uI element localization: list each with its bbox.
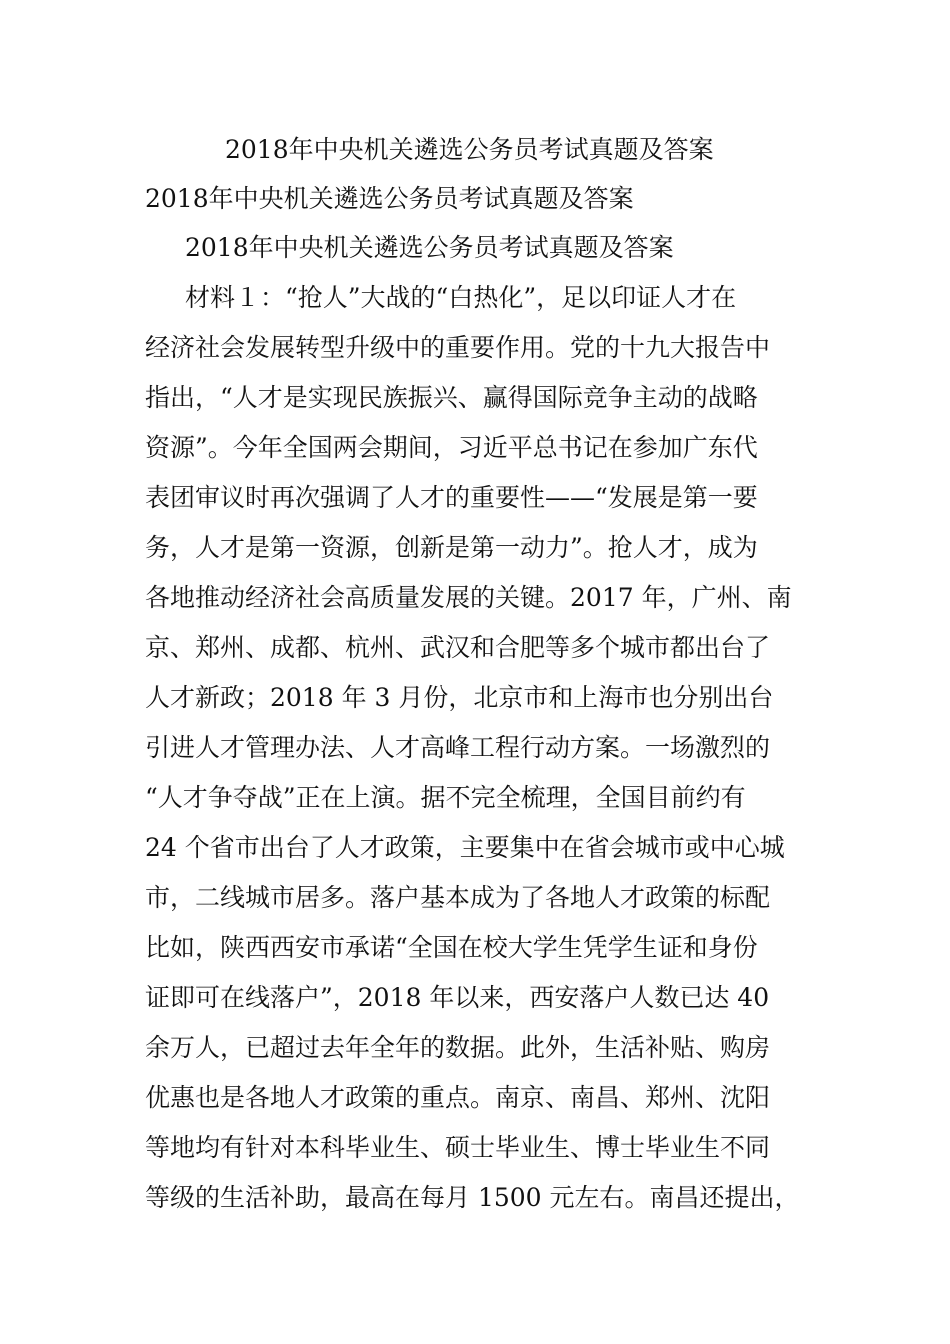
body-line: 等级的生活补助，最高在每月 1500 元左右。南昌还提出， — [145, 1183, 800, 1212]
body-line: 24 个省市出台了人才政策，主要集中在省会城市或中心城 — [145, 833, 785, 862]
body-line: 人才新政；2018 年 3 月份，北京市和上海市也分别出台 — [145, 683, 774, 712]
body-line: 表团审议时再次强调了人才的重要性——“发展是第一要 — [145, 483, 758, 512]
body-line: 优惠也是各地人才政策的重点。南京、南昌、郑州、沈阳 — [145, 1083, 771, 1112]
body-line: 证即可在线落户”，2018 年以来，西安落户人数已达 40 — [145, 983, 770, 1012]
body-line: 市，二线城市居多。落户基本成为了各地人才政策的标配 — [145, 883, 771, 912]
body-line: 指出，“人才是实现民族振兴、赢得国际竞争主动的战略 — [145, 383, 758, 412]
body-line: 余万人，已超过去年全年的数据。此外，生活补贴、购房 — [145, 1033, 771, 1062]
document-title: 2018年中央机关遴选公务员考试真题及答案 — [225, 135, 714, 164]
body-line: 经济社会发展转型升级中的重要作用。党的十九大报告中 — [145, 333, 771, 362]
body-line: 引进人才管理办法、人才高峰工程行动方案。一场激烈的 — [145, 733, 771, 762]
body-line: 等地均有针对本科毕业生、硕士毕业生、博士毕业生不同 — [145, 1133, 771, 1162]
body-line: “人才争夺战”正在上演。据不完全梳理，全国目前约有 — [145, 783, 746, 812]
body-line: 材料１：“抢人”大战的“白热化”，足以印证人才在 — [185, 283, 737, 312]
body-line: 京、郑州、成都、杭州、武汉和合肥等多个城市都出台了 — [145, 633, 771, 662]
body-line: 资源”。今年全国两会期间，习近平总书记在参加广东代 — [145, 433, 758, 462]
document-title-repeat-indented: 2018年中央机关遴选公务员考试真题及答案 — [185, 233, 674, 262]
body-line: 比如，陕西西安市承诺“全国在校大学生凭学生证和身份 — [145, 933, 758, 962]
body-line: 务，人才是第一资源，创新是第一动力”。抢人才，成为 — [145, 533, 758, 562]
body-line: 各地推动经济社会高质量发展的关键。2017 年，广州、南 — [145, 583, 792, 612]
document-title-repeat: 2018年中央机关遴选公务员考试真题及答案 — [145, 184, 634, 213]
